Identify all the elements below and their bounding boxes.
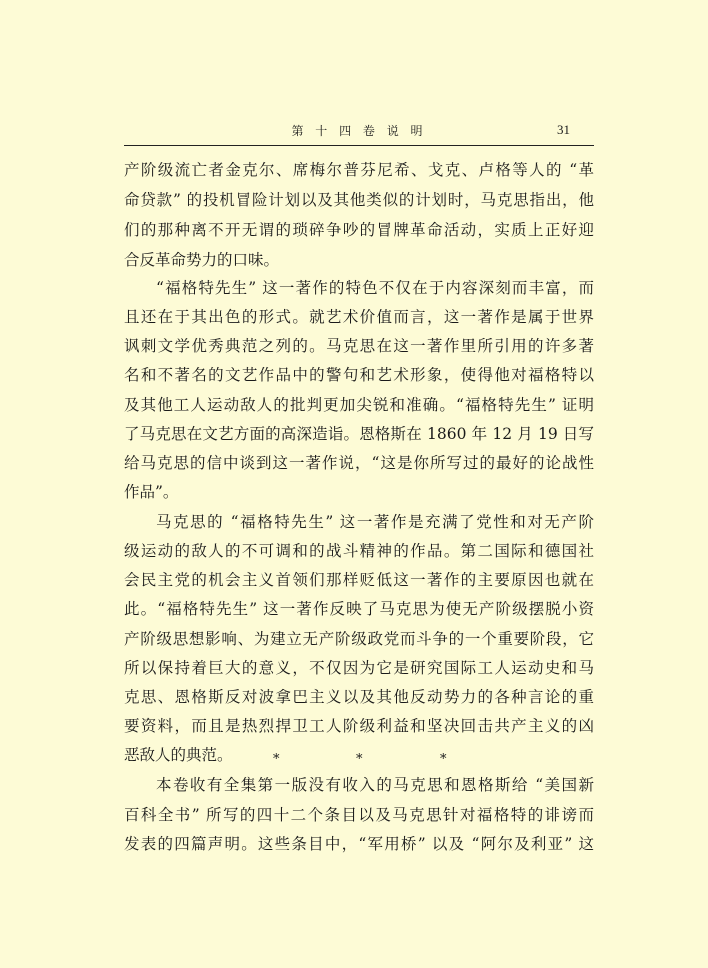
text-line: 产阶级思想影响、为建立无产阶级政党而斗争的一个重要阶段，它 [124, 630, 594, 648]
text-line: 作品”。 [124, 483, 179, 501]
separator-asterisk: * [273, 752, 280, 767]
text-line: 且还在于其出色的形式。就艺术价值而言，这一著作是属于世界 [124, 308, 594, 326]
text-line: 克思、恩格斯反对波拿巴主义以及其他反动势力的各种言论的重 [124, 688, 594, 706]
section-separator [124, 752, 594, 772]
text-line: 们的那种离不开无谓的琐碎争吵的冒牌革命活动，实质上正好迎 [124, 221, 594, 239]
text-line: 讽刺文学优秀典范之列的。马克思在这一著作里所引用的许多著 [124, 337, 594, 355]
text-line: 合反革命势力的口味。 [124, 251, 280, 269]
text-line: 了马克思在文艺方面的高深造诣。恩格斯在 1860 年 12 月 19 日写 [124, 425, 594, 443]
text-line: 恶敌人的典范。 [124, 746, 233, 764]
text-line: 产阶级流亡者金克尔、席梅尔普芬尼希、戈克、卢格等人的 “革 [124, 161, 594, 179]
text-line: 名和不著名的文艺作品中的警句和艺术形象，使得他对福格特以 [124, 366, 594, 384]
text-line: 会民主党的机会主义首领们那样贬低这一著作的主要原因也就在 [124, 571, 594, 589]
text-line: 要资料，而且是热烈捍卫工人阶级利益和坚决回击共产主义的凶 [124, 717, 594, 735]
text-line: 此。“福格特先生” 这一著作反映了马克思为使无产阶级摆脱小资 [124, 600, 594, 618]
text-line: 给马克思的信中谈到这一著作说，“这是你所写过的最好的论战性 [124, 454, 594, 472]
separator-asterisk: * [356, 752, 363, 767]
text-line: 命贷款” 的投机冒险计划以及其他类似的计划时，马克思指出，他 [124, 191, 594, 209]
header-rule [124, 145, 594, 146]
text-line: 所以保持着巨大的意义，不仅因为它是研究国际工人运动史和马 [124, 659, 594, 677]
text-line: 及其他工人运动敌人的批判更加尖锐和准确。“福格特先生” 证明 [124, 396, 594, 414]
text-line: 本卷收有全集第一版没有收入的马克思和恩格斯给 “美国新 [156, 776, 594, 794]
text-line: 马克思的 “福格特先生” 这一著作是充满了党性和对无产阶 [156, 513, 594, 531]
text-line: 级运动的敌人的不可调和的战斗精神的作品。第二国际和德国社 [124, 542, 594, 560]
text-line: 百科全书” 所写的四十二个条目以及马克思针对福格特的诽谤而 [124, 806, 594, 824]
text-line: 发表的四篇声明。这些条目中，“军用桥” 以及 “阿尔及利亚” 这 [124, 835, 594, 853]
text-line: “福格特先生” 这一著作的特色不仅在于内容深刻而丰富，而 [156, 279, 594, 297]
running-header [124, 118, 594, 142]
running-title: 第 十 四 卷 说 明 [291, 124, 427, 138]
separator-asterisk: * [440, 752, 447, 767]
page-number: 31 [557, 122, 570, 137]
